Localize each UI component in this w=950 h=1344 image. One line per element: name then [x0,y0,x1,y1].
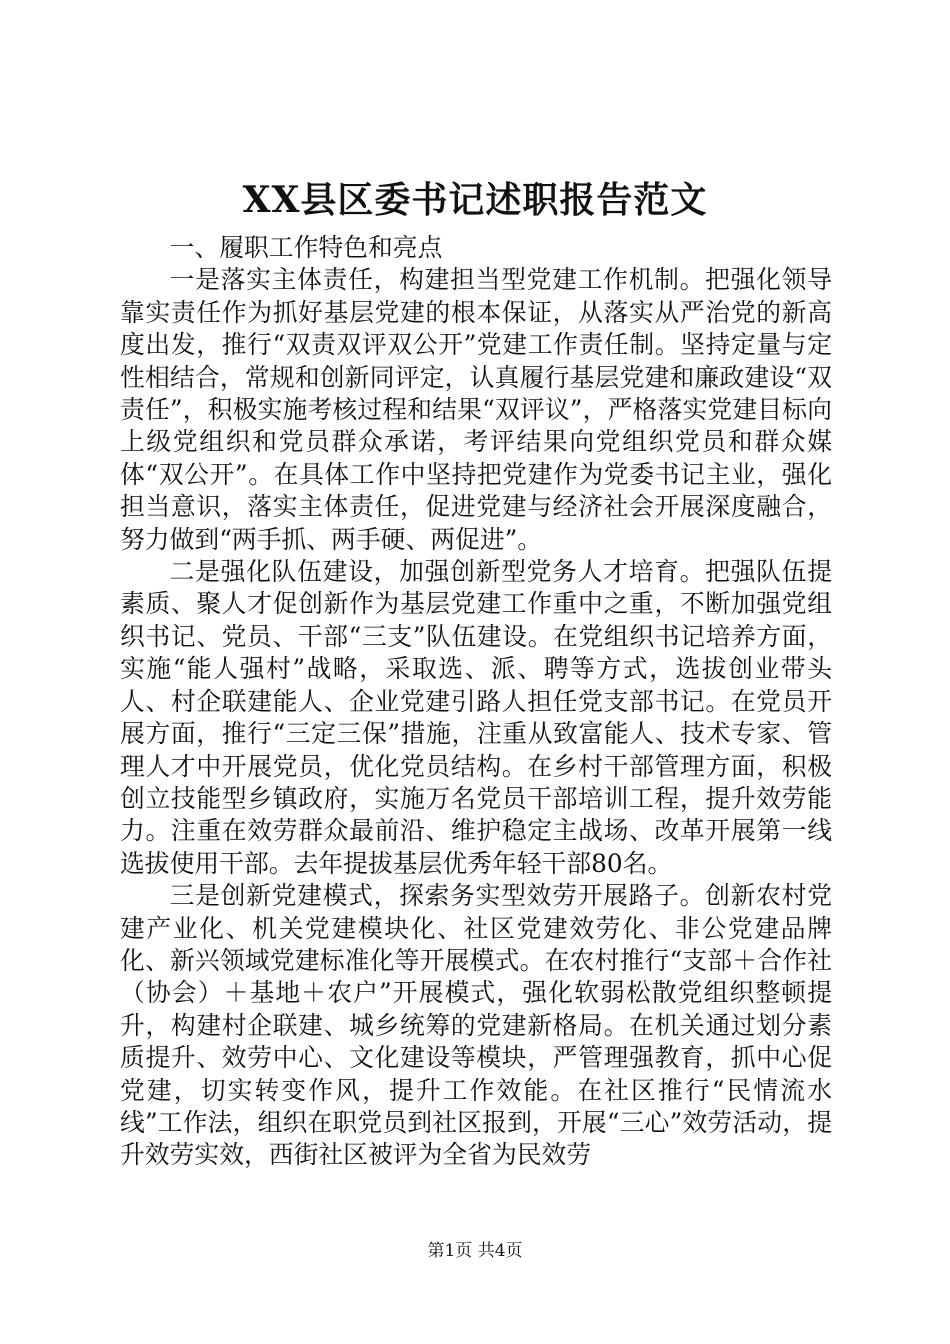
page-footer: 第1页 共4页 [427,1241,523,1261]
document-body [120,232,832,1172]
paragraph: 三是创新党建模式，探索务实型效劳开展路子。创新农村党建产业化、机关党建模块化、社区党建效劳化、非公党建品牌化、新兴领域党建标准化等开展模式。在农村推行“支部＋合作社（协会）＋基地＋农户”开展模式，强化软弱松散党组织整顿提升，构建村企联建、城乡统筹的党建新格局。在机关通过划分素质提升、效劳中心、文化建设等模块，严管理强教育，抓中心促党建，切实转变作风，提升工作效能。在社区推行“民情流水线”工作法，组织在职党员到社区报到，开展“三心”效劳活动，提升效劳实效，西街社区被评为全省为民效劳 [120,881,832,1170]
section-heading: 一、履职工作特色和亮点 [169,233,443,262]
paragraph: 二是强化队伍建设，加强创新型党务人才培育。把强队伍提素质、聚人才促创新作为基层党建工作重中之重，不断加强党组织书记、党员、干部“三支”队伍建设。在党组织书记培养方面，实施“能人强村”战略，采取选、派、聘等方式，选拔创业带头人、村企联建能人、企业党建引路人担任党支部书记。在党员开展方面，推行“三定三保”措施，注重从致富能人、技术专家、管理人才中开展党员，优化党员结构。在乡村干部管理方面，积极创立技能型乡镇政府，实施万名党员干部培训工程，提升效劳能力。注重在效劳群众最前沿、维护稳定主战场、改革开展第一线选拔使用干部。去年提拔基层优秀年轻干部80名。 [120,557,832,878]
document-title: XX县区委书记述职报告范文 [242,179,708,221]
paragraph: 一是落实主体责任，构建担当型党建工作机制。把强化领导靠实责任作为抓好基层党建的根本保证，从落实从严治党的新高度出发，推行“双责双评双公开”党建工作责任制。坚持定量与定性相结合，常规和创新同评定，认真履行基层党建和廉政建设“双责任”，积极实施考核过程和结果“双评议”，严格落实党建目标向上级党组织和党员群众承诺，考评结果向党组织党员和群众媒体“双公开”。在具体工作中坚持把党建作为党委书记主业，强化担当意识，落实主体责任，促进党建与经济社会开展深度融合，努力做到“两手抓、两手硬、两促进”。 [120,265,832,554]
